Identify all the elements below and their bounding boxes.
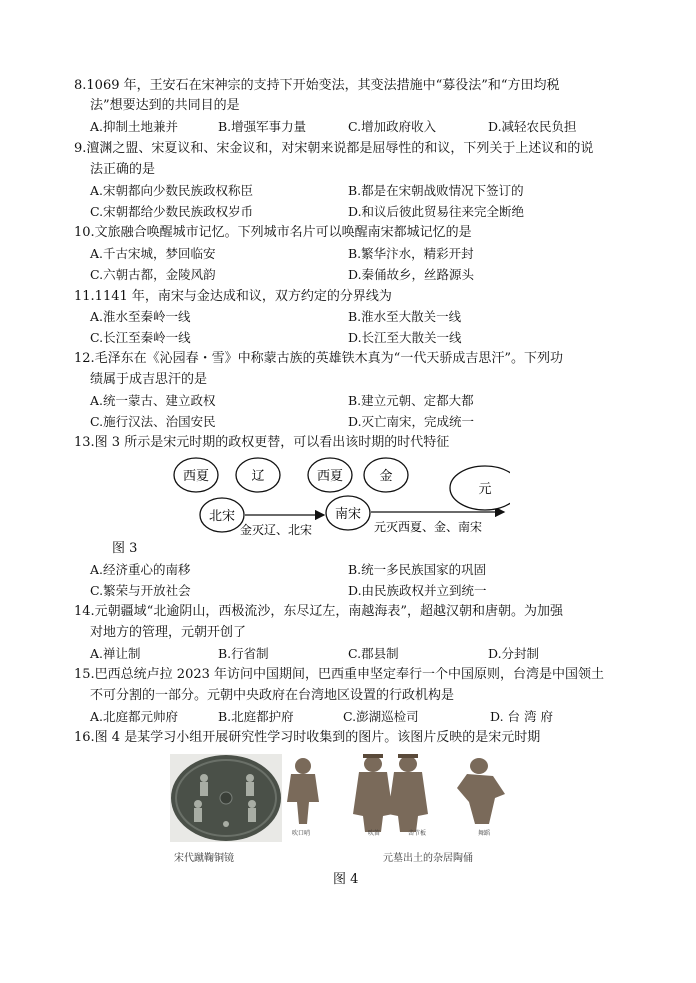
q13-option-d: D.由民族政权并立到统一 — [348, 583, 487, 598]
q10-option-b: B.繁华汴水，精彩开封 — [348, 246, 474, 261]
node-jin-label: 金 — [379, 469, 393, 484]
q8-option-a: A.抑制土地兼并 — [90, 119, 179, 134]
q14-option-a: A.禅让制 — [90, 646, 141, 661]
q9-option-c: C.宋朝都给少数民族政权岁币 — [90, 204, 254, 219]
q16-stem: 16.图 4 是某学习小组开展研究性学习时收集到的图片。该图片反映的是宋元时期 — [74, 730, 541, 745]
q15-option-d: D. 台 湾 府 — [490, 709, 553, 724]
q9-stem-line2: 法正确的是 — [90, 162, 156, 177]
q8-option-b: B.增强军事力量 — [218, 119, 307, 134]
q8-option-d: D.减轻农民负担 — [488, 119, 577, 134]
q12-option-a: A.统一蒙古、建立政权 — [90, 393, 216, 408]
q12-stem-line2: 绩属于成吉思汗的是 — [90, 372, 208, 387]
q14-option-b: B.行省制 — [218, 646, 269, 661]
q10-option-c: C.六朝古都，金陵风韵 — [90, 267, 216, 282]
q14-option-c: C.郡县制 — [348, 646, 399, 661]
node-liao-label: 辽 — [251, 469, 265, 484]
node-beisong-label: 北宋 — [208, 509, 236, 524]
q11-option-c: C.长江至秦岭一线 — [90, 330, 191, 345]
q12-stem-line1: 12.毛泽东在《沁园春・雪》中称蒙古族的英雄铁木真为“一代天骄成吉思汗”。下列功 — [74, 351, 563, 366]
q15-stem-line2: 不可分割的一部分。元朝中央政府在台湾地区设置的行政机构是 — [90, 688, 455, 703]
node-xixia-2-label: 西夏 — [316, 469, 344, 484]
q10-stem: 10.文旅融合唤醒城市记忆。下列城市名片可以唤醒南宋都城记忆的是 — [74, 225, 472, 240]
node-xixia-1-label: 西夏 — [182, 469, 210, 484]
figurine-label-1: 吹口哨 — [292, 830, 311, 837]
q8-stem-line1: 8.1069 年，王安石在宋神宗的支持下开始变法，其变法措施中“募役法”和“方田均税 — [74, 78, 560, 93]
regime-succession-diagram — [170, 455, 510, 545]
q13-option-c: C.繁荣与开放社会 — [90, 583, 191, 598]
q13-option-a: A.经济重心的南移 — [90, 562, 191, 577]
node-yuan-label: 元 — [478, 482, 492, 497]
q11-option-d: D.长江至大散关一线 — [348, 330, 462, 345]
q12-option-c: C.施行汉法、治国安民 — [90, 414, 216, 429]
q15-option-a: A.北庭都元帅府 — [90, 709, 179, 724]
q15-option-c: C.澎湖巡检司 — [343, 709, 419, 724]
q15-stem-line1: 15.巴西总统卢拉 2023 年访问中国期间，巴西重申坚定奉行一个中国原则，台湾是中国领土 — [74, 667, 605, 682]
q9-option-a: A.宋朝都向少数民族政权称臣 — [90, 183, 254, 198]
q14-stem-line1: 14.元朝疆域“北逾阴山，西极流沙，东尽辽左，南越海表”，超越汉朝和唐朝。为加强 — [74, 604, 563, 619]
q9-option-b: B.都是在宋朝战败情况下签订的 — [348, 183, 524, 198]
q15-option-b: B.北庭都护府 — [218, 709, 294, 724]
q14-option-d: D.分封制 — [488, 646, 540, 661]
q10-option-d: D.秦俑故乡，丝路源头 — [348, 267, 475, 282]
figure-4-label: 图 4 — [333, 872, 359, 887]
figurine-label-2: 吹笛 — [368, 830, 381, 837]
q11-stem: 11.1141 年，南宋与金达成和议，双方约定的分界线为 — [74, 289, 392, 304]
q9-stem-line1: 9.澶渊之盟、宋夏议和、宋金议和，对宋朝来说都是屈辱性的和议，下列关于上述议和的说 — [74, 141, 594, 156]
q12-option-b: B.建立元朝、定都大都 — [348, 393, 474, 408]
q8-stem-line2: 法”想要达到的共同目的是 — [90, 98, 240, 113]
q12-option-d: D.灭亡南宋，完成统一 — [348, 414, 475, 429]
q13-option-b: B.统一多民族国家的巩固 — [348, 562, 487, 577]
q11-option-a: A.淮水至秦岭一线 — [90, 309, 191, 324]
arrow-2-label: 元灭西夏、金、南宋 — [374, 520, 483, 534]
node-nansong-label: 南宋 — [334, 507, 362, 522]
figurine-label-4: 舞蹈 — [478, 830, 491, 837]
photo-caption-left: 宋代蹴鞠铜镜 — [174, 853, 234, 864]
q10-option-a: A.千古宋城，梦回临安 — [90, 246, 216, 261]
q11-option-b: B.淮水至大散关一线 — [348, 309, 462, 324]
figure-3-label: 图 3 — [112, 541, 138, 556]
figurine-label-3: 击节板 — [408, 830, 427, 837]
arrow-1-label: 金灭辽、北宋 — [240, 523, 313, 537]
song-cuju-bronze-mirror — [170, 754, 282, 842]
q14-stem-line2: 对地方的管理，元朝开创了 — [90, 625, 247, 640]
q13-stem: 13.图 3 所示是宋元时期的政权更替，可以看出该时期的时代特征 — [74, 435, 450, 450]
photo-caption-right: 元墓出土的杂居陶俑 — [383, 853, 473, 864]
q8-option-c: C.增加政府收入 — [348, 119, 437, 134]
q9-option-d: D.和议后彼此贸易往来完全断绝 — [348, 204, 525, 219]
